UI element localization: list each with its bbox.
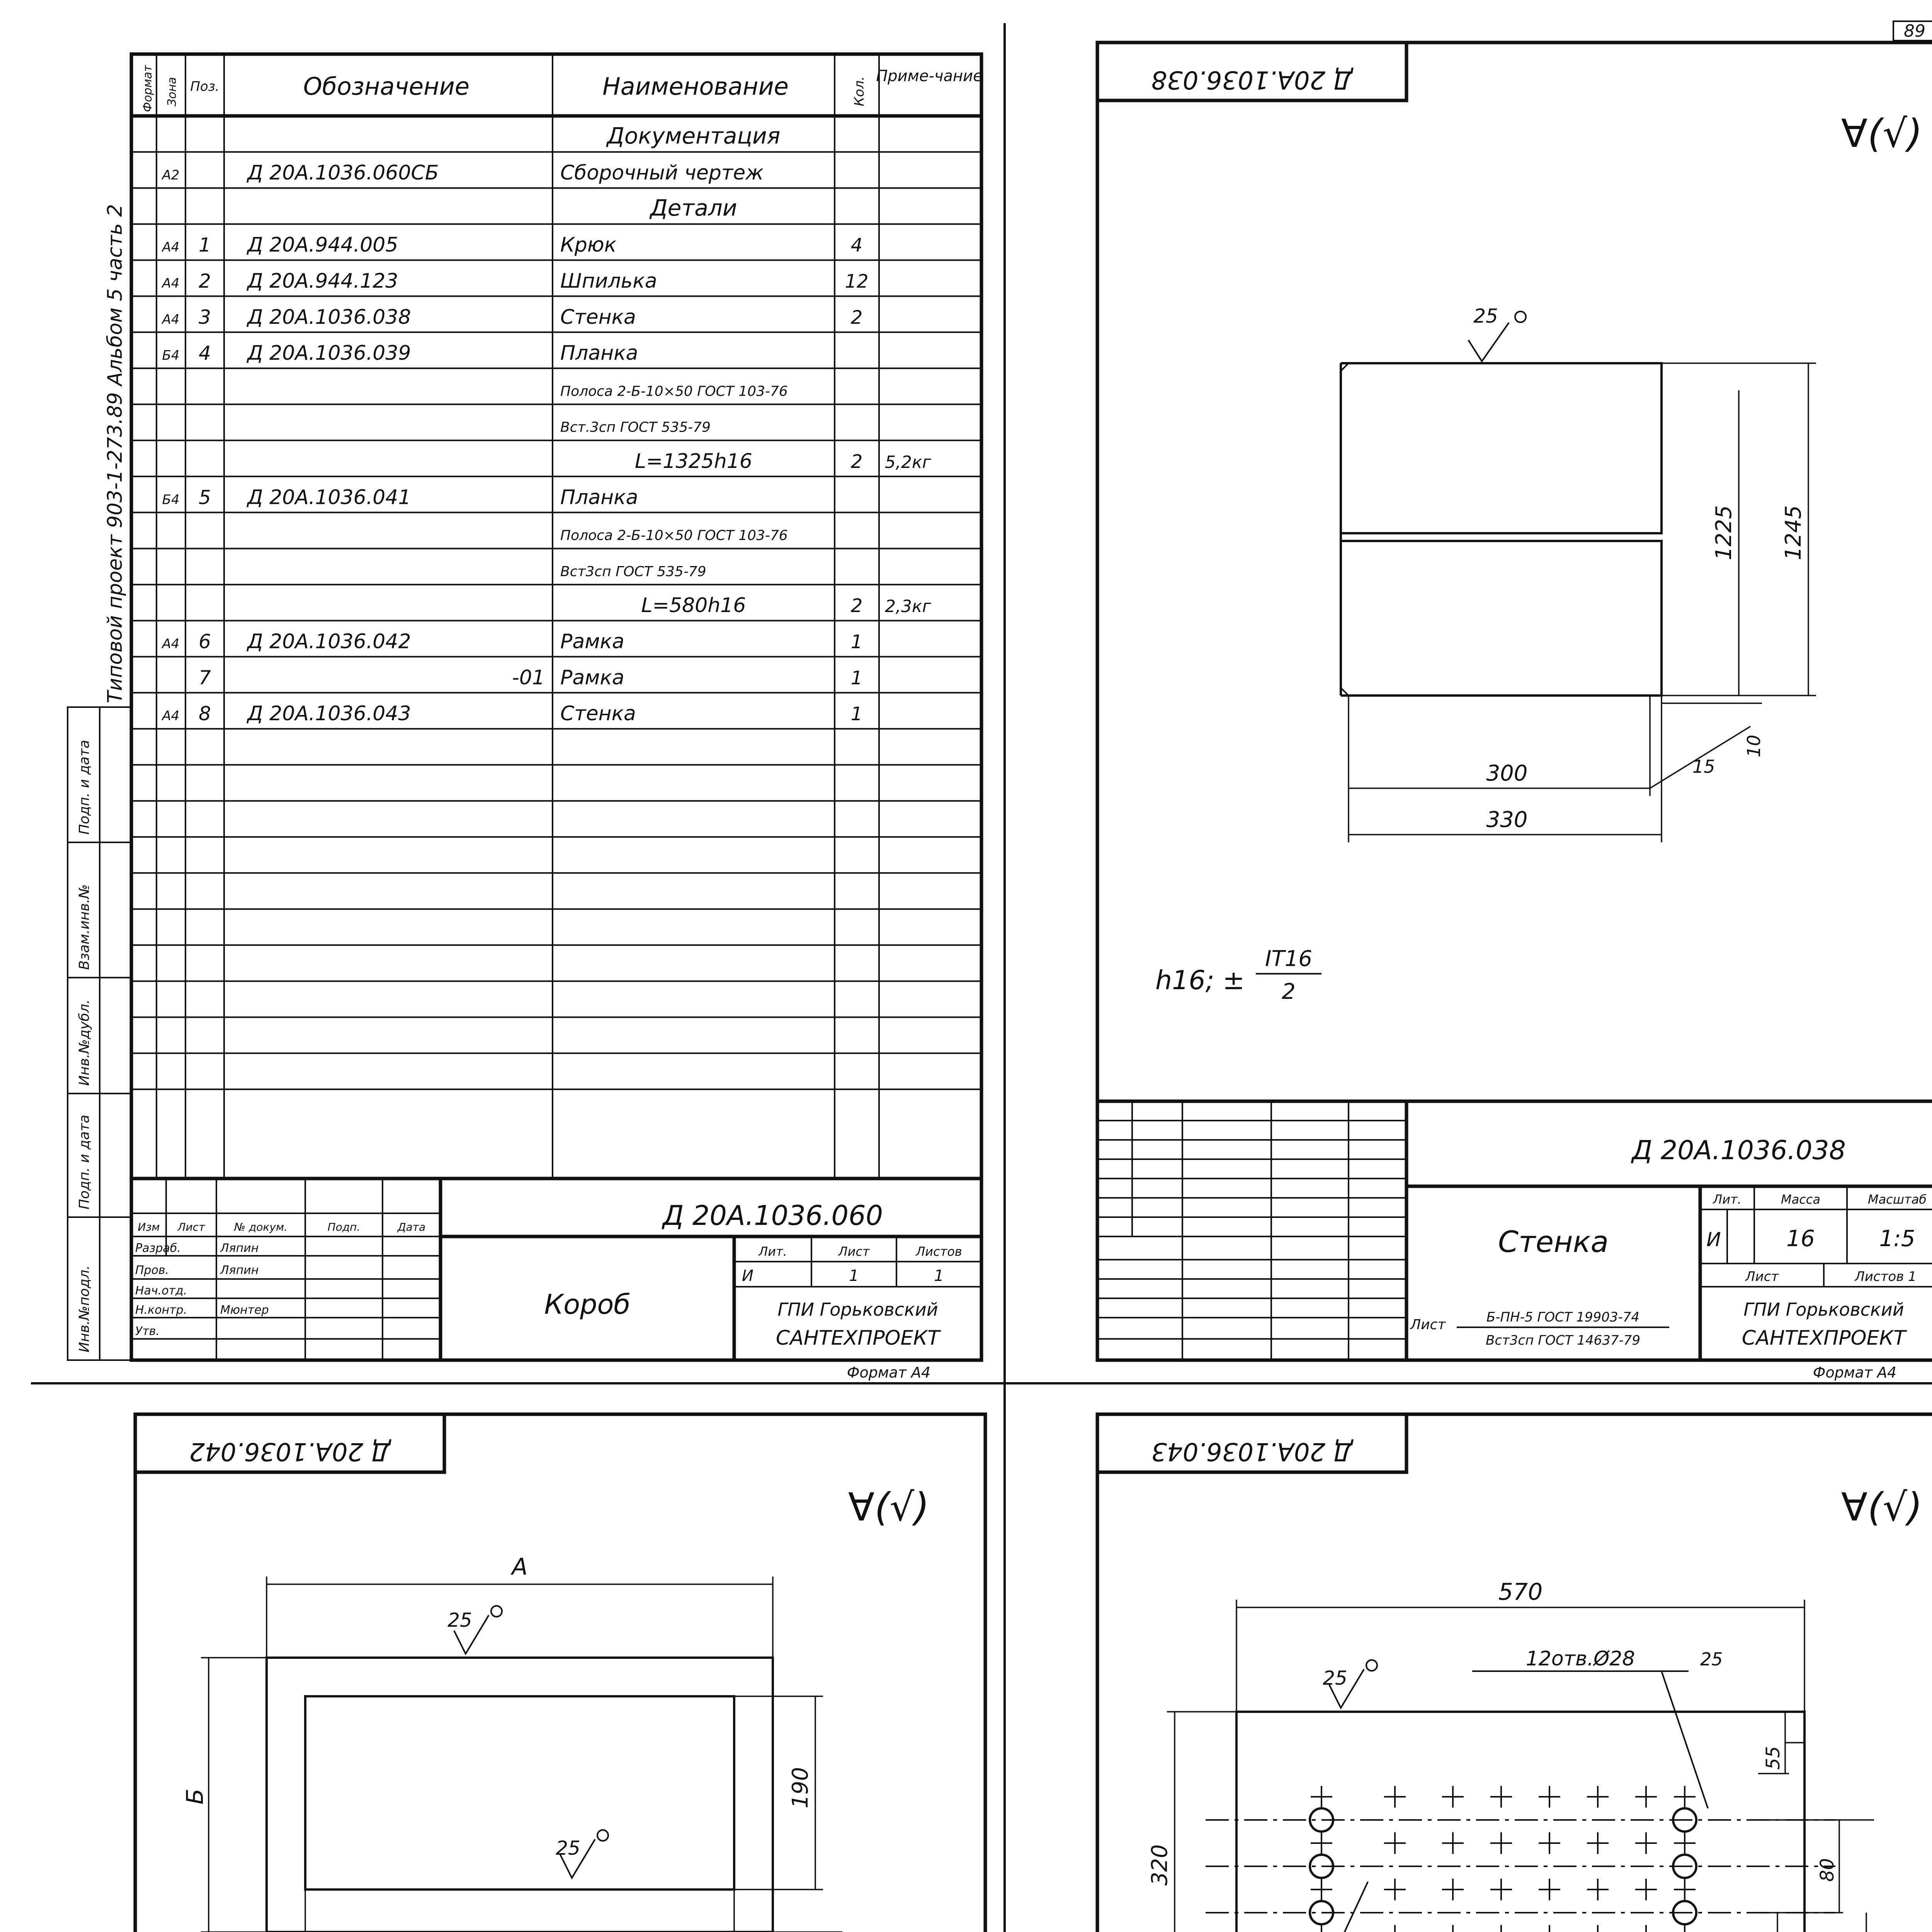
spec-row-0-name: Документация <box>607 122 781 149</box>
tb1-sheet: 1 <box>849 1267 859 1285</box>
dim-1225: 1225 <box>1711 505 1736 560</box>
spec-row-16-designation: Д 20А.1036.043 <box>247 702 411 726</box>
spec-row-14-pos: 6 <box>199 630 211 653</box>
spec-row-13-qty: 2 <box>850 595 863 617</box>
roughness-mark-042-b: 25 <box>556 1837 580 1859</box>
tb1-role-0: Разраб. <box>135 1242 181 1255</box>
page-number: 89 <box>1904 21 1925 41</box>
mirrored-code-038: Д 20А.1036.038 <box>1151 65 1353 94</box>
spec-row-10-designation: Д 20А.1036.041 <box>247 486 411 509</box>
tb2-name: Стенка <box>1498 1225 1609 1259</box>
tb2-scale: 1:5 <box>1879 1225 1915 1252</box>
spec-row-3-name: Крюк <box>560 233 617 257</box>
header-zone: Зона <box>165 77 179 106</box>
tolerance-top-038: IT16 <box>1265 946 1312 971</box>
dim-1245: 1245 <box>1781 505 1806 560</box>
tb1-list: Лист <box>177 1221 205 1233</box>
tb2-sheet-label: Лист <box>1745 1269 1779 1284</box>
tb1-sheet-label: Лист <box>838 1244 870 1259</box>
tb1-org-1: ГПИ Горьковский <box>777 1299 938 1320</box>
roughness-general-038: ∀(√) <box>1841 111 1923 156</box>
spec-row-16-pos: 8 <box>199 702 211 725</box>
spec-row-12-name: Вст3сп ГОСТ 535-79 <box>560 563 706 580</box>
spec-row-3-qty: 4 <box>850 235 863 257</box>
spec-row-5-pos: 3 <box>199 306 211 328</box>
spec-row-8-name: Вст.3сп ГОСТ 535-79 <box>560 419 711 435</box>
tb2-material-2: Вст3сп ГОСТ 14637-79 <box>1486 1333 1640 1348</box>
spec-row-16-format: А4 <box>162 708 180 724</box>
dim-15: 15 <box>1692 756 1715 777</box>
tb1-name: Короб <box>544 1289 631 1320</box>
roughness-mark-038: 25 <box>1473 305 1498 327</box>
mirrored-code-042: Д 20А.1036.042 <box>189 1437 391 1466</box>
spec-row-3-format: А4 <box>162 240 180 255</box>
spec-row-16-name: Стенка <box>560 702 636 726</box>
spec-row-15-pos: 7 <box>199 666 211 689</box>
spec-row-14-name: Рамка <box>560 630 624 653</box>
tb2-scale-label: Масштаб <box>1867 1192 1927 1207</box>
tb1-name-0: Ляпин <box>220 1242 259 1255</box>
spec-row-10-pos: 5 <box>199 486 211 509</box>
tb2-format: Формат А4 <box>1813 1364 1897 1381</box>
spec-row-5-designation: Д 20А.1036.038 <box>247 305 411 329</box>
tb1-role-2: Нач.отд. <box>135 1284 187 1298</box>
spec-row-16-qty: 1 <box>850 703 863 725</box>
spec-row-5-format: А4 <box>162 311 180 327</box>
side-field-4: Подп. и дата <box>77 1114 92 1209</box>
spec-row-14-qty: 1 <box>850 631 863 653</box>
spec-row-13-name: L=580h16 <box>641 594 746 617</box>
spec-row-6-pos: 4 <box>199 342 211 365</box>
tb1-lit: И <box>742 1267 753 1285</box>
tb2-lit: И <box>1706 1228 1721 1251</box>
header-pos: Поз. <box>190 79 219 94</box>
tb2-mass: 16 <box>1786 1225 1815 1252</box>
tb1-date: Дата <box>397 1221 426 1233</box>
spec-row-6-format: Б4 <box>162 348 180 364</box>
side-stamp-project: Типовой проект 903-1-273.89 Альбом 5 часть 2 <box>104 204 127 703</box>
dim-320: 320 <box>1147 1844 1172 1886</box>
spec-row-11-name: Полоса 2-Б-10×50 ГОСТ 103-76 <box>560 527 788 544</box>
dim-55: 55 <box>1762 1746 1784 1770</box>
tb1-sign: Подп. <box>327 1221 361 1233</box>
dim-80v: 80 <box>1816 1858 1838 1882</box>
header-qty: Кол. <box>852 76 867 106</box>
tb2-material-1: Б-ПН-5 ГОСТ 19903-74 <box>1486 1310 1640 1325</box>
side-field-1: Подп. и дата <box>77 740 92 835</box>
mirrored-code-043: Д 20А.1036.043 <box>1151 1437 1353 1466</box>
tb2-org-2: САНТЕХПРОЕКТ <box>1742 1327 1906 1350</box>
spec-row-9-name: L=1325h16 <box>634 450 753 473</box>
tolerance-bottom-038: 2 <box>1282 979 1296 1004</box>
spec-row-14-designation: Д 20А.1036.042 <box>247 630 411 653</box>
tb2-code: Д 20А.1036.038 <box>1632 1135 1846 1166</box>
spec-row-4-name: Шпилька <box>560 269 657 293</box>
header-name: Наименование <box>602 72 789 100</box>
dim-570: 570 <box>1498 1578 1543 1605</box>
header-note: Приме-чание <box>876 67 983 85</box>
roughness-general-043: ∀(√) <box>1841 1485 1923 1530</box>
roughness-general-042: ∀(√) <box>848 1485 930 1530</box>
spec-row-6-name: Планка <box>560 342 638 365</box>
spec-row-4-qty: 12 <box>845 270 869 293</box>
spec-row-5-name: Стенка <box>560 305 636 329</box>
spec-row-9-note: 5,2кг <box>885 452 931 472</box>
spec-row-4-designation: Д 20А.944.123 <box>247 269 398 293</box>
spec-row-1-designation: Д 20А.1036.060СБ <box>247 161 439 185</box>
side-field-2: Взам.инв.№ <box>77 884 92 970</box>
tolerance-038: h16; ± <box>1155 965 1245 996</box>
spec-row-7-name: Полоса 2-Б-10×50 ГОСТ 103-76 <box>560 383 788 400</box>
spec-row-3-pos: 1 <box>199 234 211 257</box>
tb1-code: Д 20А.1036.060 <box>662 1200 883 1231</box>
dim-300: 300 <box>1486 761 1528 786</box>
tb1-role-3: Н.контр. <box>135 1303 187 1317</box>
dim-190: 190 <box>788 1767 813 1808</box>
tb1-lit-label: Лит. <box>759 1244 787 1259</box>
tb1-sheets-label: Листов <box>916 1244 962 1259</box>
spec-row-10-format: Б4 <box>162 492 180 508</box>
dim-A: А <box>512 1553 528 1580</box>
spec-row-1-name: Сборочный чертеж <box>560 161 764 185</box>
spec-row-1-format: А2 <box>162 167 180 183</box>
spec-row-10-name: Планка <box>560 486 638 509</box>
tb2-lit-label: Лит. <box>1713 1192 1742 1207</box>
spec-row-4-format: А4 <box>162 276 180 291</box>
tb2-org-1: ГПИ Горьковский <box>1743 1299 1904 1320</box>
tb1-izm: Изм <box>138 1221 160 1233</box>
tb1-doc: № докум. <box>234 1221 288 1233</box>
tb1-org-2: САНТЕХПРОЕКТ <box>776 1327 940 1350</box>
side-field-0: Инв.№подл. <box>77 1265 92 1352</box>
dim-330: 330 <box>1486 807 1528 832</box>
holes-big-label: 12отв.Ø28 <box>1526 1647 1635 1670</box>
tb1-sheets: 1 <box>934 1267 944 1285</box>
side-field-3: Инв.№дубл. <box>77 999 92 1086</box>
roughness-mark-042-a: 25 <box>447 1609 472 1631</box>
spec-row-15-designation: -01 <box>512 666 545 689</box>
header-format: Формат <box>141 65 155 112</box>
roughness-mark-043: 25 <box>1323 1667 1347 1689</box>
spec-row-15-qty: 1 <box>850 667 863 689</box>
tb1-name-3: Мюнтер <box>220 1303 269 1317</box>
tb2-mass-label: Масса <box>1781 1192 1821 1207</box>
tb2-sheets-label: Листов 1 <box>1855 1269 1917 1284</box>
spec-row-13-note: 2,3кг <box>885 597 931 617</box>
header-designation: Обозначение <box>303 72 470 100</box>
tb1-role-4: Утв. <box>135 1325 160 1338</box>
tb1-role-1: Пров. <box>135 1264 169 1277</box>
spec-row-2-name: Детали <box>650 194 737 221</box>
dim-10: 10 <box>1743 735 1764 757</box>
spec-row-6-designation: Д 20А.1036.039 <box>247 342 411 365</box>
holes-big-r: 25 <box>1700 1649 1723 1670</box>
spec-row-3-designation: Д 20А.944.005 <box>247 233 398 257</box>
spec-row-9-qty: 2 <box>850 451 863 473</box>
spec-row-4-pos: 2 <box>199 270 211 293</box>
tb1-name-1: Ляпин <box>220 1264 259 1277</box>
spec-row-5-qty: 2 <box>850 306 863 328</box>
tb2-list-label: Лист <box>1410 1317 1446 1333</box>
tb1-format: Формат А4 <box>847 1364 931 1381</box>
dim-B: Б <box>182 1788 209 1804</box>
spec-row-14-format: А4 <box>162 636 180 652</box>
spec-row-15-name: Рамка <box>560 666 624 689</box>
